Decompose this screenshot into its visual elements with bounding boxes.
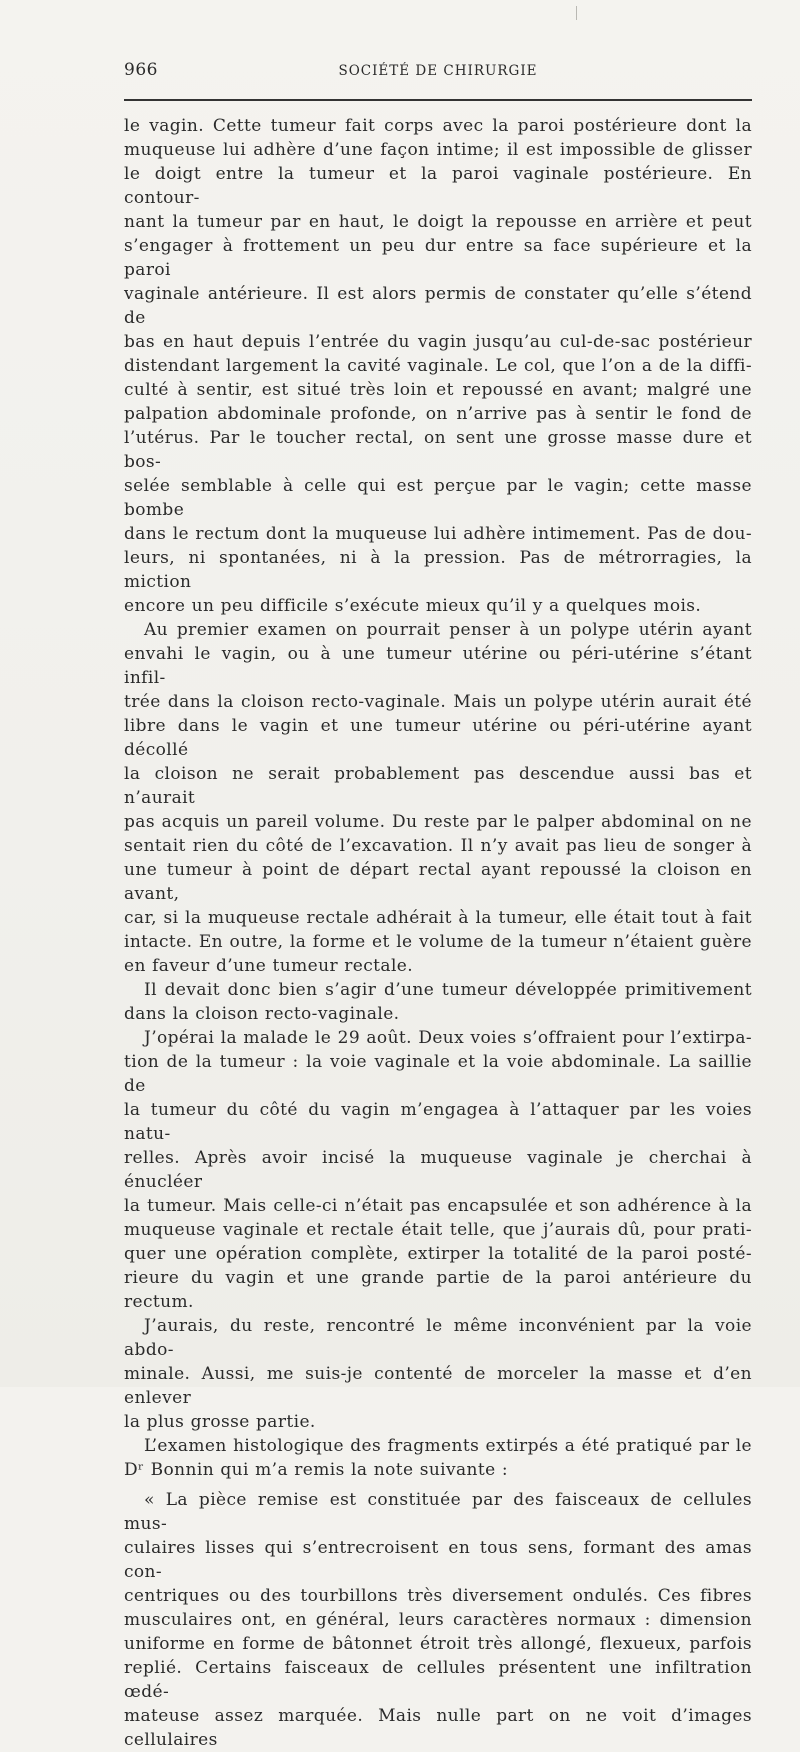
text-line: Au premier examen on pourrait penser à un polype utérin ayant (144, 620, 752, 640)
text-line: selée semblable à celle qui est perçue par le vagin; cette masse bombe (124, 476, 752, 520)
text-line: nant la tumeur par en haut, le doigt la repousse en arrière et peut (124, 212, 752, 232)
text-line: leurs, ni spontanées, ni à la pression. Pas de métrorragies, la miction (124, 548, 752, 592)
text-line: car, si la muqueuse rectale adhérait à la tumeur, elle était tout à fait (124, 908, 752, 928)
text-line: J’aurais, du reste, rencontré le même inconvénient par la voie abdo- (124, 1316, 752, 1360)
text-line: bas en haut depuis l’entrée du vagin jusqu’au cul-de-sac postérieur (124, 332, 752, 352)
text-line: rieure du vagin et une grande partie de la paroi antérieure du rectum. (124, 1268, 752, 1312)
text-line: musculaires ont, en général, leurs caractères normaux : dimension (124, 1610, 752, 1630)
text-line: Dʳ Bonnin qui m’a remis la note suivante : (124, 1460, 509, 1480)
text-line: envahi le vagin, ou à une tumeur utérine ou péri-utérine s’étant infil- (124, 644, 752, 688)
text-line: la tumeur. Mais celle-ci n’était pas encapsulée et son adhérence à la (124, 1196, 752, 1216)
text-line: L’examen histologique des fragments extirpés a été pratiqué par le (144, 1436, 752, 1456)
text-line: la plus grosse partie. (124, 1412, 316, 1432)
text-line: « La pièce remise est constituée par des faisceaux de cellules mus- (124, 1490, 752, 1534)
text-line: le doigt entre la tumeur et la paroi vaginale postérieure. En contour- (124, 164, 752, 208)
text-line: culté à sentir, est situé très loin et repoussé en avant; malgré une (124, 380, 752, 400)
text-line: uniforme en forme de bâtonnet étroit très allongé, flexueux, parfois (124, 1634, 752, 1654)
page-header (124, 60, 752, 84)
text-line: sentait rien du côté de l’excavation. Il n’y avait pas lieu de songer à (124, 836, 752, 856)
text-line: s’engager à frottement un peu dur entre sa face supérieure et la paroi (124, 236, 752, 280)
text-line: quer une opération complète, extirper la totalité de la paroi posté- (124, 1244, 752, 1264)
text-line: palpation abdominale profonde, on n’arrive pas à sentir le fond de (124, 404, 752, 424)
text-line: la tumeur du côté du vagin m’engagea à l’attaquer par les voies natu- (124, 1100, 752, 1144)
text-line: trée dans la cloison recto-vaginale. Mais un polype utérin aurait été (124, 692, 752, 712)
text-line: mateuse assez marquée. Mais nulle part on ne voit d’images cellulaires (124, 1706, 752, 1750)
text-line: muqueuse lui adhère d’une façon intime; il est impossible de glisser (124, 140, 752, 160)
text-line: intacte. En outre, la forme et le volume de la tumeur n’étaient guère (124, 932, 752, 952)
text-line: Il devait donc bien s’agir d’une tumeur développée primitivement (144, 980, 752, 1000)
text-line: tion de la tumeur : la voie vaginale et la voie abdominale. La saillie de (124, 1052, 752, 1096)
text-line: culaires lisses qui s’entrecroisent en tous sens, formant des amas con- (124, 1538, 752, 1582)
text-line: dans la cloison recto-vaginale. (124, 1004, 400, 1024)
text-line: minale. Aussi, me suis-je contenté de morceler la masse et d’en enlever (124, 1364, 752, 1408)
text-line: centriques ou des tourbillons très diversement ondulés. Ces fibres (124, 1586, 752, 1606)
scan-artifact-mark (576, 6, 577, 20)
text-line: une tumeur à point de départ rectal ayant repoussé la cloison en avant, (124, 860, 752, 904)
body-text (124, 114, 752, 1752)
text-line: J’opérai la malade le 29 août. Deux voies s’offraient pour l’extirpa- (144, 1028, 752, 1048)
text-line: distendant largement la cavité vaginale. Le col, que l’on a de la diffi- (124, 356, 752, 376)
text-line: dans le rectum dont la muqueuse lui adhère intimement. Pas de dou- (124, 524, 752, 544)
text-line: la cloison ne serait probablement pas descendue aussi bas et n’aurait (124, 764, 752, 808)
text-line: l’utérus. Par le toucher rectal, on sent une grosse masse dure et bos- (124, 428, 752, 472)
text-line: encore un peu difficile s’exécute mieux qu’il y a quelques mois. (124, 596, 702, 616)
text-line: muqueuse vaginale et rectale était telle, que j’aurais dû, pour prati- (124, 1220, 752, 1240)
running-title: SOCIÉTÉ DE CHIRURGIE (338, 63, 538, 79)
text-line: pas acquis un pareil volume. Du reste par le palper abdominal on ne (124, 812, 752, 832)
text-line: libre dans le vagin et une tumeur utérine ou péri-utérine ayant décollé (124, 716, 752, 760)
page-number: 966 (124, 60, 158, 80)
header-rule (124, 99, 752, 101)
text-line: replié. Certains faisceaux de cellules présentent une infiltration œdé- (124, 1658, 752, 1702)
text-line: en faveur d’une tumeur rectale. (124, 956, 414, 976)
text-line: relles. Après avoir incisé la muqueuse vaginale je cherchai à énucléer (124, 1148, 752, 1192)
text-line: le vagin. Cette tumeur fait corps avec la paroi postérieure dont la (124, 116, 752, 136)
text-line: vaginale antérieure. Il est alors permis de constater qu’elle s’étend de (124, 284, 752, 328)
